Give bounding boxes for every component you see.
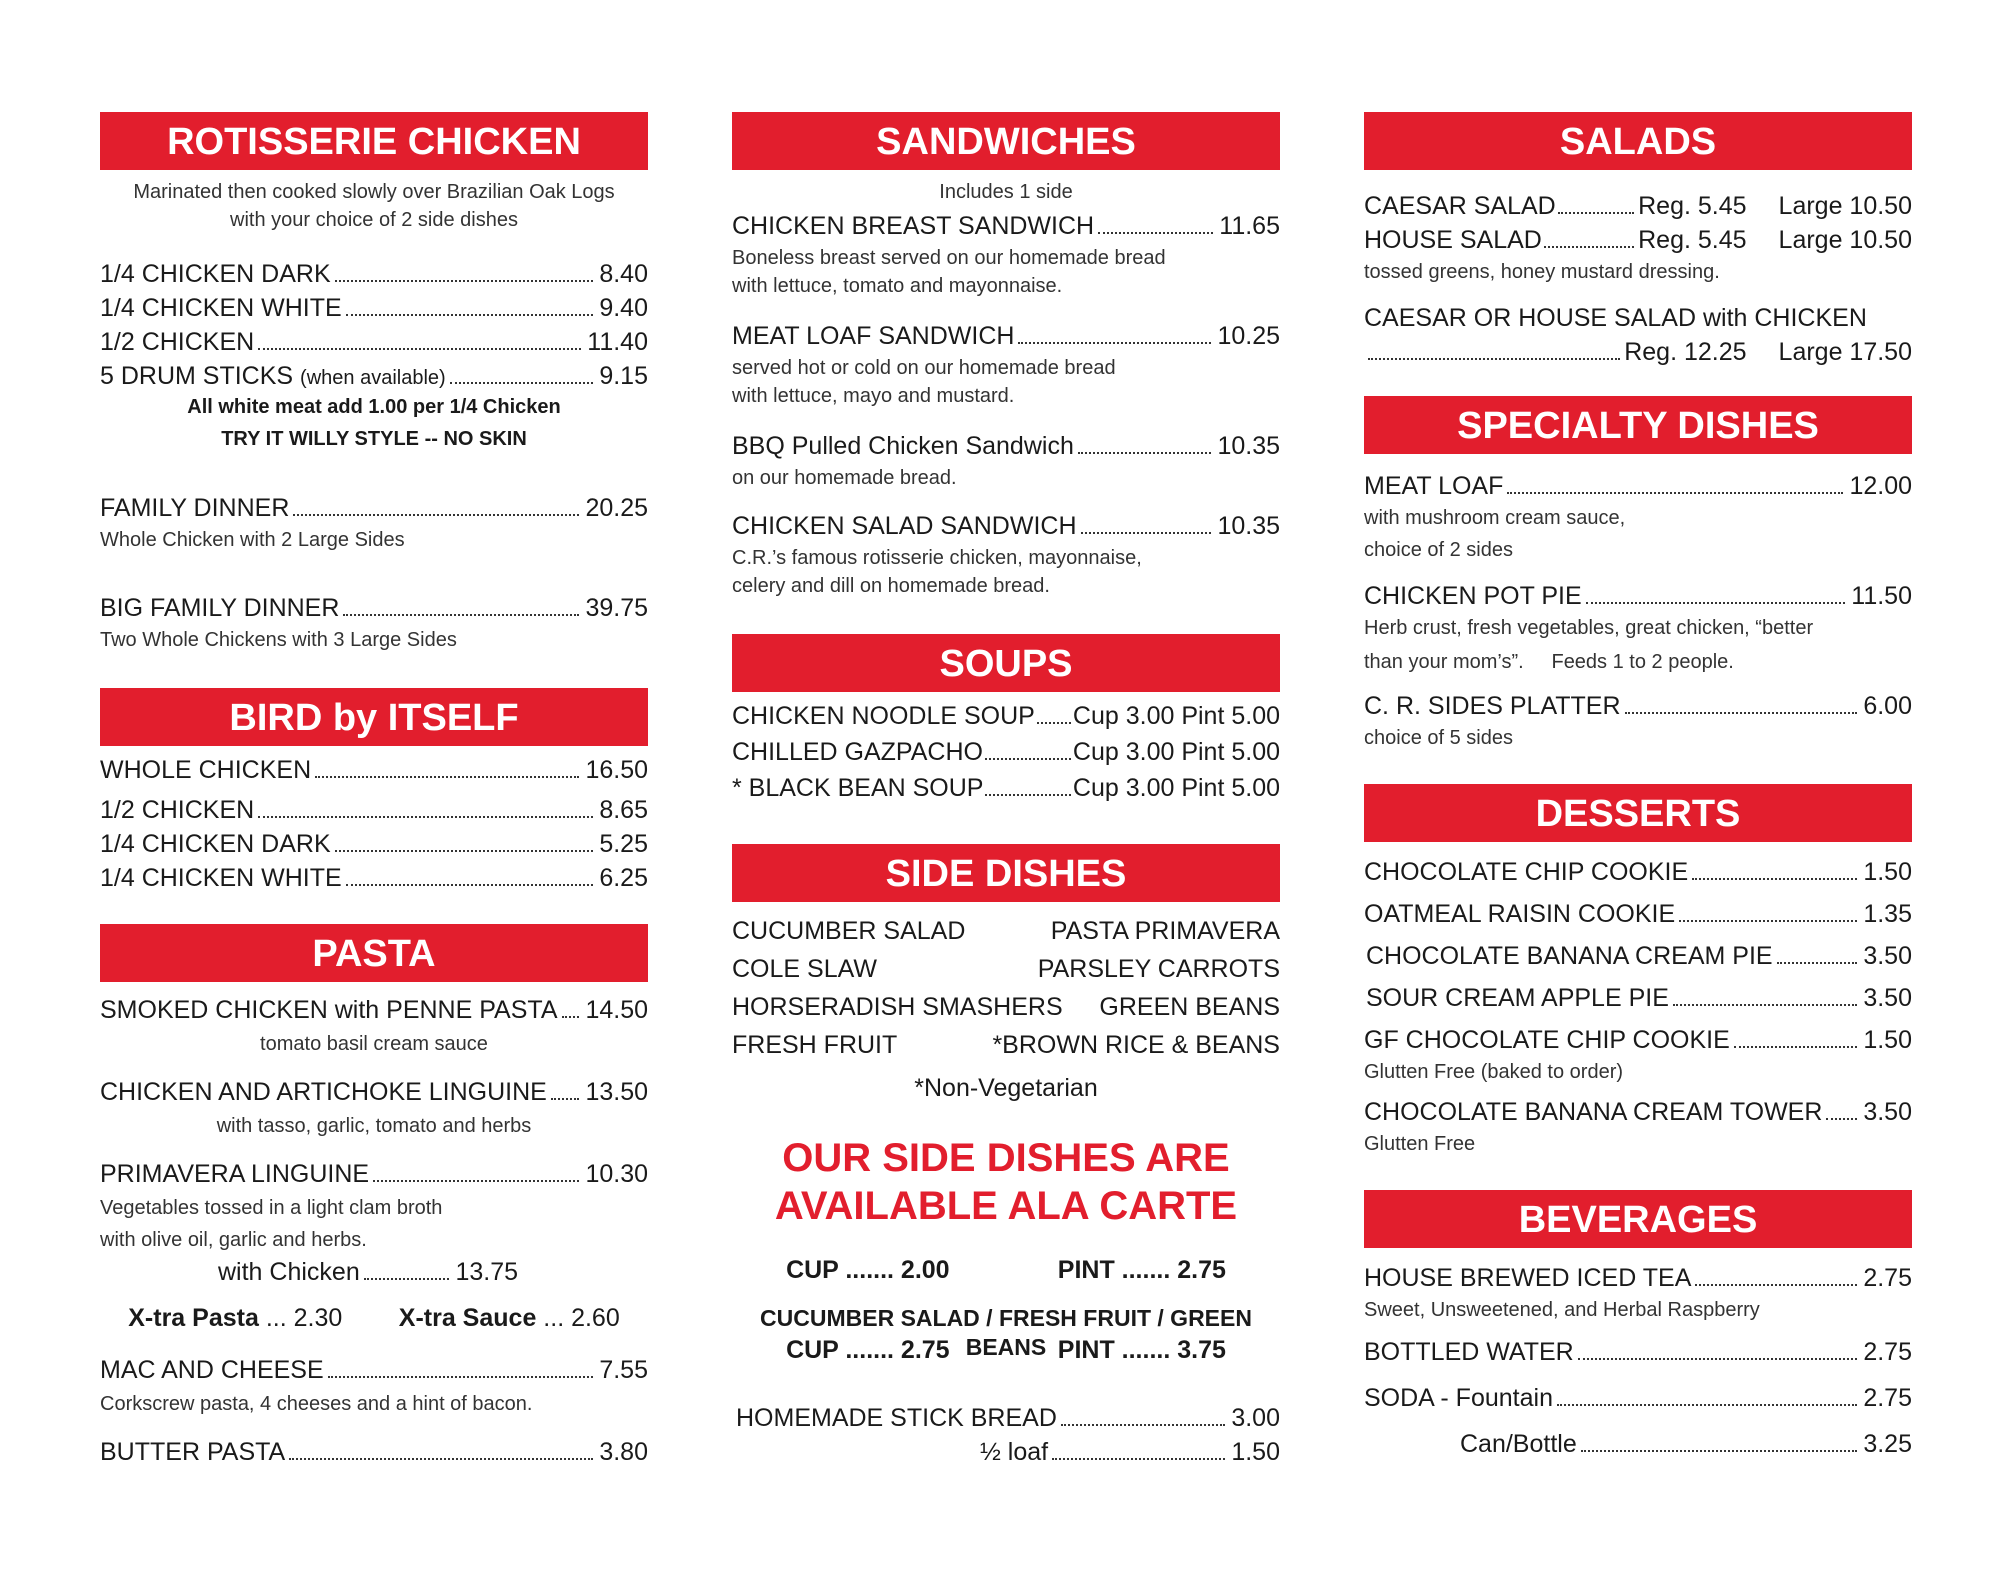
menu-item: WHOLE CHICKEN 16.50 xyxy=(100,756,648,784)
sandwiches-header: SANDWICHES xyxy=(732,112,1280,170)
bird-by-itself-header: BIRD by ITSELF xyxy=(100,688,648,746)
bbq-desc: on our homemade bread. xyxy=(732,467,957,489)
meatloaf-desc-1: served hot or cold on our homemade bread xyxy=(732,357,1116,379)
smoked-desc: tomato basil cream sauce xyxy=(260,1033,488,1055)
list-item: CUCUMBER SALAD PASTA PRIMAVERA xyxy=(732,917,1280,945)
menu-item: GF CHOCOLATE CHIP COOKIE 1.50 xyxy=(1364,1026,1912,1054)
list-item: FRESH FRUIT *BROWN RICE & BEANS xyxy=(732,1031,1280,1059)
pasta-header: PASTA xyxy=(100,924,648,982)
ala-carte-line-2: AVAILABLE ALA CARTE xyxy=(774,1184,1238,1228)
caesar-salad-item: CAESAR SALAD Reg. 5.45 Large 10.50 xyxy=(1364,192,1912,220)
menu-item: CHICKEN POT PIE 11.50 xyxy=(1364,582,1912,610)
gf-cookie-desc: Glutten Free (baked to order) xyxy=(1364,1061,1624,1083)
menu-item: CHOCOLATE BANANA CREAM PIE 3.50 xyxy=(1366,942,1912,970)
premium-sides: CUCUMBER SALAD / FRESH FRUIT / GREEN BEANS xyxy=(760,1305,1252,1360)
menu-item: CHICKEN AND ARTICHOKE LINGUINE 13.50 xyxy=(100,1078,648,1106)
big-family-dinner-desc: Two Whole Chickens with 3 Large Sides xyxy=(100,629,457,651)
includes-side: Includes 1 side xyxy=(939,181,1073,203)
list-item: HORSERADISH SMASHERS GREEN BEANS xyxy=(732,993,1280,1021)
soup-item: * BLACK BEAN SOUP Cup 3.00 Pint 5.00 xyxy=(732,774,1280,802)
menu-item: 1/4 CHICKEN DARK 5.25 xyxy=(100,830,648,858)
xtra-pasta-label: X-tra Pasta xyxy=(128,1304,259,1332)
big-family-dinner-item: BIG FAMILY DINNER 39.75 xyxy=(100,594,648,622)
breast-desc-1: Boneless breast served on our homemade bread xyxy=(732,247,1166,269)
desserts-header: DESSERTS xyxy=(1364,784,1912,842)
beverages-header: BEVERAGES xyxy=(1364,1190,1912,1248)
menu-item: 1/4 CHICKEN DARK 8.40 xyxy=(100,260,648,288)
combo-salad-name: CAESAR OR HOUSE SALAD with CHICKEN xyxy=(1364,304,1867,332)
menu-item: HOUSE BREWED ICED TEA 2.75 xyxy=(1364,1264,1912,1292)
menu-item: SODA - Fountain 2.75 xyxy=(1364,1384,1912,1412)
menu-item: CHICKEN SALAD SANDWICH 10.35 xyxy=(732,512,1280,540)
white-meat-note: All white meat add 1.00 per 1/4 Chicken xyxy=(187,396,561,418)
salad-sandwich-desc-2: celery and dill on homemade bread. xyxy=(732,575,1050,597)
xtra-sauce-label: X-tra Sauce xyxy=(398,1304,537,1332)
menu-item: CHOCOLATE CHIP COOKIE 1.50 xyxy=(1364,858,1912,886)
menu-item: MEAT LOAF SANDWICH 10.25 xyxy=(732,322,1280,350)
mac-desc: Corkscrew pasta, 4 cheeses and a hint of bacon. xyxy=(100,1393,533,1415)
potpie-desc-2: than your mom’s”. Feeds 1 to 2 people. xyxy=(1364,651,1734,673)
soup-item: CHICKEN NOODLE SOUP Cup 3.00 Pint 5.00 xyxy=(732,702,1280,730)
with-chicken-item: with Chicken 13.75 xyxy=(218,1258,518,1286)
rotisserie-chicken-header: ROTISSERIE CHICKEN xyxy=(100,112,648,170)
house-salad-item: HOUSE SALAD Reg. 5.45 Large 10.50 xyxy=(1364,226,1912,254)
family-dinner-item: FAMILY DINNER 20.25 xyxy=(100,494,648,522)
salads-header: SALADS xyxy=(1364,112,1912,170)
potpie-desc-1: Herb crust, fresh vegetables, great chicken, “better xyxy=(1364,617,1814,639)
soups-header: SOUPS xyxy=(732,634,1280,692)
menu-item: 1/2 CHICKEN 11.40 xyxy=(100,328,648,356)
meatloaf-desc-2: with lettuce, mayo and mustard. xyxy=(732,385,1015,407)
combo-salad-prices: Reg. 12.25 Large 17.50 xyxy=(1364,336,1912,368)
rotisserie-desc-2: with your choice of 2 side dishes xyxy=(230,209,518,231)
menu-item: 1/4 CHICKEN WHITE 6.25 xyxy=(100,864,648,892)
salad-sandwich-desc-1: C.R.’s famous rotisserie chicken, mayonnaise, xyxy=(732,547,1142,569)
house-salad-desc: tossed greens, honey mustard dressing. xyxy=(1364,261,1720,283)
menu-item: 5 DRUM STICKS (when available) 9.15 xyxy=(100,362,648,390)
stick-bread-item: HOMEMADE STICK BREAD 3.00 xyxy=(736,1404,1280,1432)
menu-item: MEAT LOAF 12.00 xyxy=(1364,472,1912,500)
half-loaf-item: ½ loaf 1.50 xyxy=(980,1438,1280,1466)
primavera-desc-1: Vegetables tossed in a light clam broth xyxy=(100,1197,443,1219)
menu-item: C. R. SIDES PLATTER 6.00 xyxy=(1364,692,1912,720)
side-dishes-list xyxy=(732,912,1280,1064)
cup-pint-row: CUP ....... 2.00 PINT ....... 2.75 xyxy=(786,1256,1226,1284)
specialty-dishes-header: SPECIALTY DISHES xyxy=(1364,396,1912,454)
xtra-row: X-tra Pasta ... 2.30 X-tra Sauce ... 2.60 xyxy=(128,1304,620,1332)
side-dishes-header: SIDE DISHES xyxy=(732,844,1280,902)
menu-item: BOTTLED WATER 2.75 xyxy=(1364,1338,1912,1366)
platter-desc: choice of 5 sides xyxy=(1364,727,1513,749)
menu-item: SOUR CREAM APPLE PIE 3.50 xyxy=(1366,984,1912,1012)
ala-carte-line-1: OUR SIDE DISHES ARE xyxy=(782,1136,1230,1180)
menu-item: PRIMAVERA LINGUINE 10.30 xyxy=(100,1160,648,1188)
menu-item: MAC AND CHEESE 7.55 xyxy=(100,1356,648,1384)
meatloaf-desc-1: with mushroom cream sauce, xyxy=(1364,507,1626,529)
meatloaf-desc-2: choice of 2 sides xyxy=(1364,539,1513,561)
rotisserie-desc-1: Marinated then cooked slowly over Brazilian Oak Logs xyxy=(133,181,615,203)
breast-desc-2: with lettuce, tomato and mayonnaise. xyxy=(732,275,1063,297)
menu-item: 1/4 CHICKEN WHITE 9.40 xyxy=(100,294,648,322)
menu-item: 1/2 CHICKEN 8.65 xyxy=(100,796,648,824)
menu-item: BUTTER PASTA 3.80 xyxy=(100,1438,648,1466)
artichoke-desc: with tasso, garlic, tomato and herbs xyxy=(216,1115,532,1137)
willy-style-note: TRY IT WILLY STYLE -- NO SKIN xyxy=(221,428,527,450)
menu-item: CHOCOLATE BANANA CREAM TOWER 3.50 xyxy=(1364,1098,1912,1126)
menu-item: SMOKED CHICKEN with PENNE PASTA 14.50 xyxy=(100,996,648,1024)
family-dinner-desc: Whole Chicken with 2 Large Sides xyxy=(100,529,405,551)
menu-item: Can/Bottle 3.25 xyxy=(1460,1430,1912,1458)
menu-item: CHICKEN BREAST SANDWICH 11.65 xyxy=(732,212,1280,240)
premium-cup-pint-row: CUP ....... 2.75 PINT ....... 3.75 xyxy=(786,1336,1226,1364)
list-item: COLE SLAW PARSLEY CARROTS xyxy=(732,955,1280,983)
soup-item: CHILLED GAZPACHO Cup 3.00 Pint 5.00 xyxy=(732,738,1280,766)
non-vegetarian-note: *Non-Vegetarian xyxy=(914,1074,1098,1102)
primavera-desc-2: with olive oil, garlic and herbs. xyxy=(100,1229,367,1251)
menu-item: BBQ Pulled Chicken Sandwich 10.35 xyxy=(732,432,1280,460)
tea-desc: Sweet, Unsweetened, and Herbal Raspberry xyxy=(1364,1299,1760,1321)
tower-desc: Glutten Free xyxy=(1364,1133,1476,1155)
menu-item: OATMEAL RAISIN COOKIE 1.35 xyxy=(1364,900,1912,928)
